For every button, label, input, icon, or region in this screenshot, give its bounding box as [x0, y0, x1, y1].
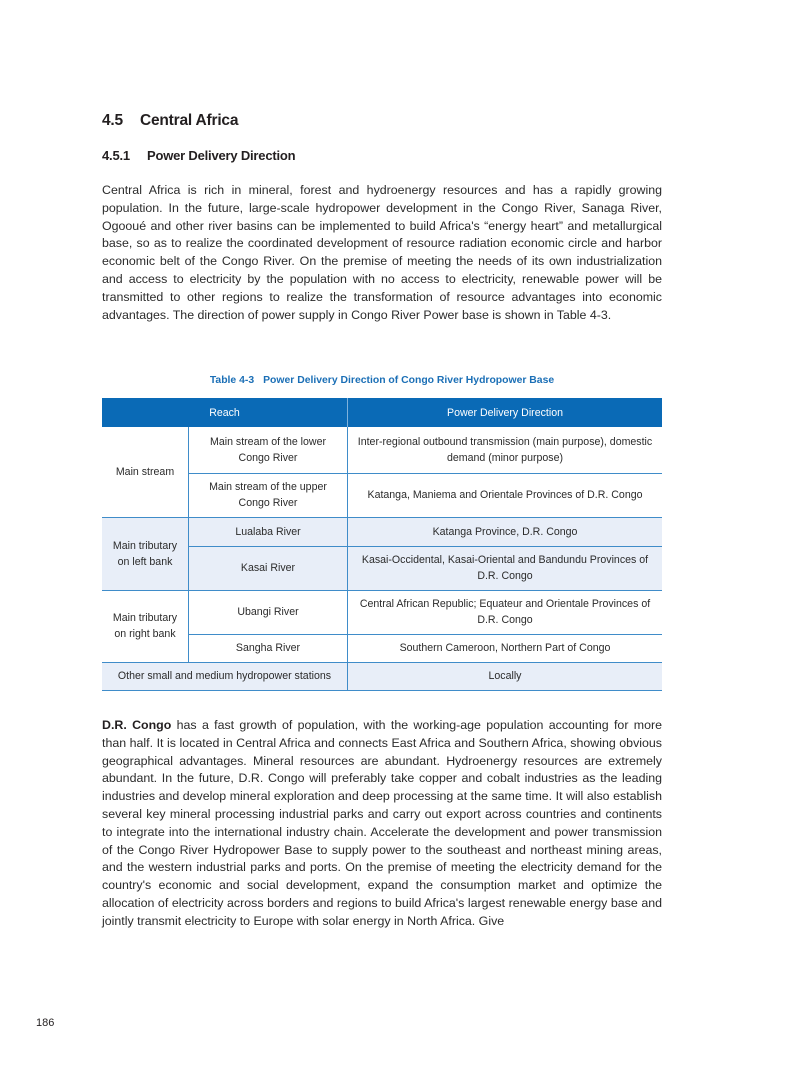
section-number: 4.5	[102, 112, 123, 129]
direction-cell: Inter-regional outbound transmission (main purpose), domestic demand (minor purpose)	[348, 427, 663, 473]
group-cell: Main tributary on left bank	[102, 517, 189, 590]
power-delivery-table	[102, 398, 662, 691]
direction-cell: Locally	[348, 662, 663, 690]
direction-cell: Central African Republic; Equateur and Orientale Provinces of D.R. Congo	[348, 590, 663, 634]
direction-cell: Southern Cameroon, Northern Part of Congo	[348, 634, 663, 662]
table-header-row	[102, 398, 662, 427]
reach-cell: Ubangi River	[189, 590, 348, 634]
group-cell: Main tributary on right bank	[102, 590, 189, 662]
direction-cell: Katanga Province, D.R. Congo	[348, 517, 663, 546]
table-row	[102, 590, 662, 634]
reach-cell: Main stream of the upper Congo River	[189, 473, 348, 517]
section-title: Central Africa	[140, 112, 239, 129]
subsection-heading	[102, 148, 295, 163]
subsection-title: Power Delivery Direction	[147, 148, 296, 163]
reach-cell: Kasai River	[189, 546, 348, 590]
reach-cell: Main stream of the lower Congo River	[189, 427, 348, 473]
table-caption-number: Table 4-3	[209, 375, 255, 386]
drc-text: has a fast growth of population, with the working-age population accounting for more than half. It is located in Central Africa and connects East Africa and Southern Africa, showing obvious geographical advantages. Mineral resources are abundant. Hydroenergy resources are extremely abundant. In the future, D.R. Congo will preferably take copper and cobalt industries as the leading industries and develop mineral exploration and deep processing at the same time. It will also establish several key mineral processing industrial parks and carry out export across countries and continents to integrate into the international industry chain. Accelerate the development and power transmission of the Congo River Hydropower Base to supply power to the southeast and northeast mining areas, and the western industrial parks and ports. On the premise of meeting the electricity demand for the country's economic and social development, expand the consumption market and optimize the allocation of electricity across borders and regions to build Africa's largest renewable energy base and jointly transmit electricity to Europe with solar energy in North Africa. Give	[102, 718, 662, 928]
intro-paragraph: Central Africa is rich in mineral, forest and hydroenergy resources and has a rapidly growing population. In the future, large-scale hydropower development in the Congo River, Sanaga River, Ogooué and other river basins can be implemented to build Africa's “energy heart” and metallurgical base, so as to realize the coordinated development of resource radiation economic circle and harbor economic belt of the Congo River. On the premise of meeting the needs of its own industrialization and access to electricity by the population with no access to electricity, renewable power will be transmitted to other regions to realize the transformation of resource advantages into economic advantages. The direction of power supply in Congo River Power base is shown in Table 4-3.	[102, 183, 662, 322]
reach-cell: Sangha River	[189, 634, 348, 662]
section-heading	[102, 112, 238, 130]
table-row	[102, 427, 662, 473]
subsection-number: 4.5.1	[102, 148, 130, 163]
table-caption-title: Power Delivery Direction of Congo River Hydropower Base	[263, 375, 555, 386]
direction-cell: Kasai-Occidental, Kasai-Oriental and Bandundu Provinces of D.R. Congo	[348, 546, 663, 590]
drc-lead: D.R. Congo	[102, 718, 172, 732]
header-reach: Reach	[102, 398, 348, 427]
header-power-delivery-direction: Power Delivery Direction	[348, 398, 663, 427]
reach-cell: Lualaba River	[189, 517, 348, 546]
group-cell: Main stream	[102, 427, 189, 517]
table-row	[102, 662, 662, 690]
table-caption	[102, 375, 662, 386]
table-row	[102, 517, 662, 546]
drc-paragraph	[102, 717, 662, 931]
direction-cell: Katanga, Maniema and Orientale Provinces of D.R. Congo	[348, 473, 663, 517]
reach-cell: Other small and medium hydropower stations	[102, 662, 348, 690]
page-number: 186	[36, 1017, 55, 1029]
